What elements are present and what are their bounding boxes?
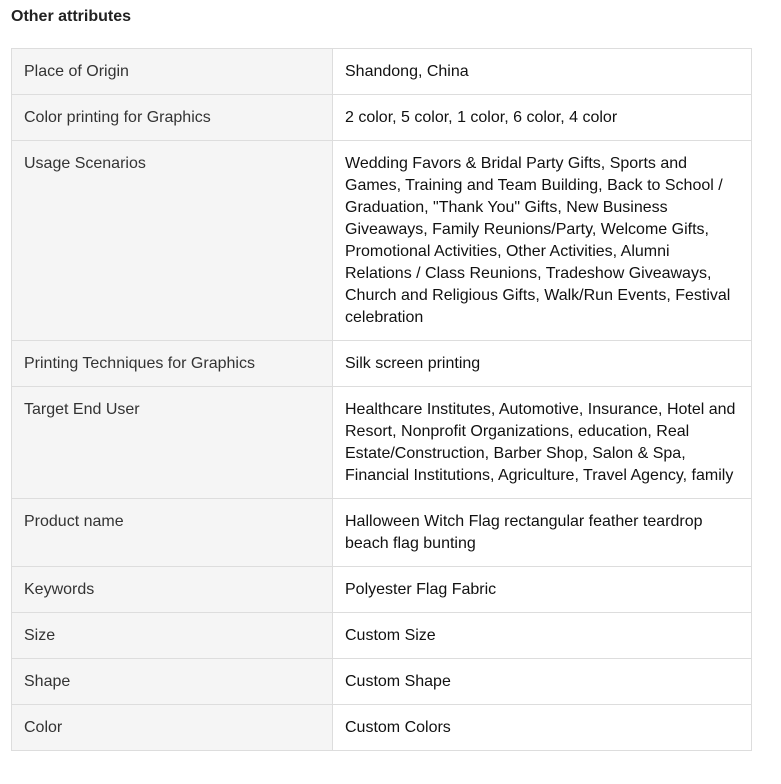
attribute-value: Wedding Favors & Bridal Party Gifts, Sports and Games, Training and Team Building, Back to School / Graduation, "Thank You" Gifts, New Business Giveaways, Family Reunions/Party, Welcome Gifts, Promotional Activities, Other Activities, Alumni Relations / Class Reunions, Tradeshow Giveaways, Church and Religious Gifts, Walk/Run Events, Festival celebration [333,141,752,341]
attribute-value: 2 color, 5 color, 1 color, 6 color, 4 color [333,95,752,141]
table-row [12,705,752,751]
table-row [12,659,752,705]
attribute-key: Usage Scenarios [12,141,333,341]
table-row [12,341,752,387]
table-row [12,141,752,341]
attribute-key: Product name [12,499,333,567]
attribute-value: Custom Shape [333,659,752,705]
attribute-key: Target End User [12,387,333,499]
table-row [12,499,752,567]
attribute-key: Keywords [12,567,333,613]
attribute-key: Color [12,705,333,751]
section-title: Other attributes [11,8,132,25]
attribute-value: Shandong, China [333,49,752,95]
table-row [12,387,752,499]
table-row [12,613,752,659]
attribute-value: Silk screen printing [333,341,752,387]
table-row [12,95,752,141]
attribute-value: Custom Size [333,613,752,659]
attribute-key: Place of Origin [12,49,333,95]
attribute-key: Shape [12,659,333,705]
table-row [12,49,752,95]
attribute-key: Color printing for Graphics [12,95,333,141]
attribute-key: Size [12,613,333,659]
attribute-key: Printing Techniques for Graphics [12,341,333,387]
attribute-value: Polyester Flag Fabric [333,567,752,613]
attributes-table [11,48,752,751]
attribute-value: Custom Colors [333,705,752,751]
attribute-value: Halloween Witch Flag rectangular feather teardrop beach flag bunting [333,499,752,567]
table-row [12,567,752,613]
attribute-value: Healthcare Institutes, Automotive, Insurance, Hotel and Resort, Nonprofit Organizations, education, Real Estate/Construction, Barber Shop, Salon & Spa, Financial Institutions, Agriculture, Travel Agency, family [333,387,752,499]
